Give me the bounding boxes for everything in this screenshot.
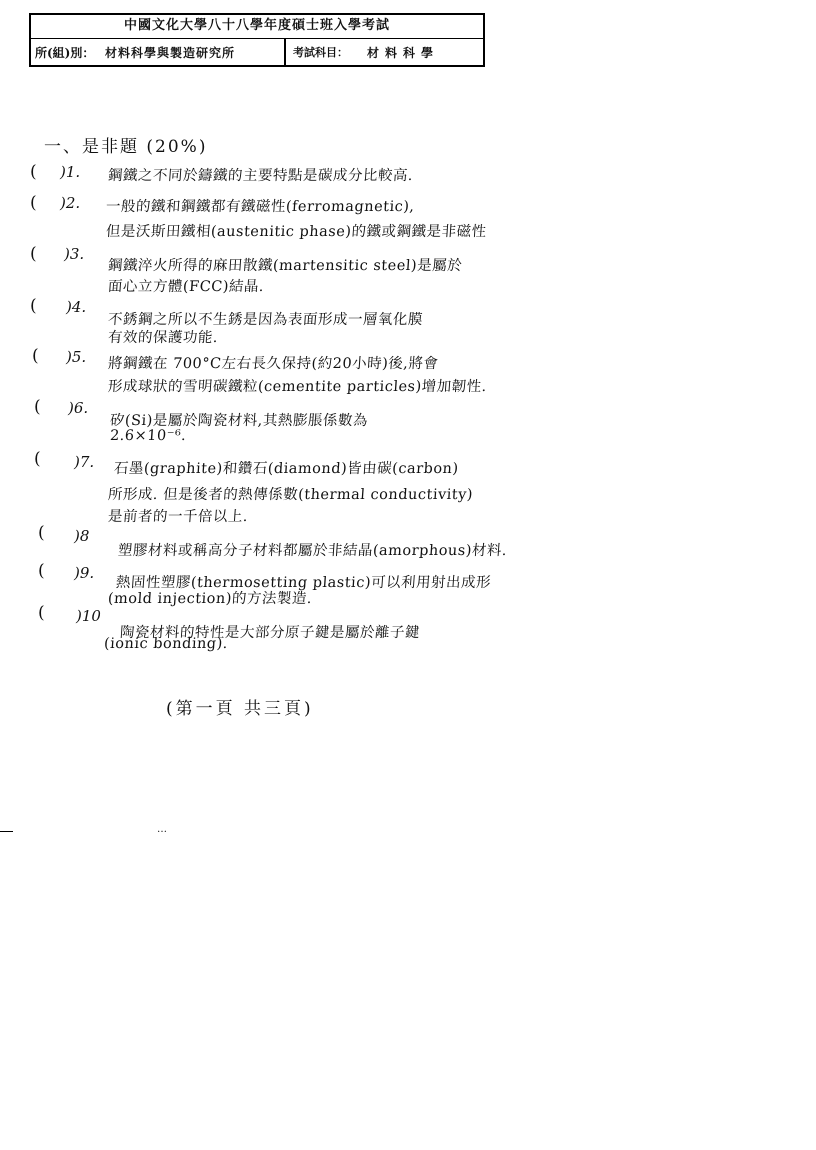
header-divider: [284, 39, 286, 67]
question-text: 塑膠材料或稱高分子材料都屬於非結晶(amorphous)材料.: [117, 543, 508, 559]
question-number: )3.: [64, 245, 85, 263]
exam-header-table: [29, 13, 485, 67]
question-text: 將鋼鐵在 700°C左右長久保持(約20小時)後,將會: [107, 356, 439, 372]
answer-paren: (: [30, 162, 37, 182]
question-text: 鋼鐵之不同於鑄鐵的主要特點是碳成分比較高.: [107, 168, 414, 184]
question-text: 所形成. 但是後者的熱傳係數(thermal conductivity): [107, 487, 474, 503]
section-title: 一、是非題 (20%): [44, 137, 208, 157]
question-text: 是前者的一千倍以上.: [107, 509, 249, 525]
question-number: )2.: [60, 194, 81, 212]
question-text: 面心立方體(FCC)結晶.: [107, 279, 265, 295]
scan-mark: [0, 831, 13, 832]
question-number: )9.: [74, 564, 95, 582]
question-text: 石墨(graphite)和鑽石(diamond)皆由碳(carbon): [113, 461, 460, 477]
question-number: )10: [76, 607, 101, 625]
question-text: 鋼鐵淬火所得的麻田散鐵(martensitic steel)是屬於: [107, 258, 463, 274]
answer-paren: (: [32, 346, 39, 366]
question-text: 熱固性塑膠(thermosetting plastic)可以利用射出成形: [115, 575, 492, 591]
question-text: 2.6×10⁻⁶.: [109, 428, 187, 444]
question-text: 陶瓷材料的特性是大部分原子鍵是屬於離子鍵: [119, 625, 421, 641]
question-text: 一般的鐵和鋼鐵都有鐵磁性(ferromagnetic),: [105, 199, 416, 215]
answer-paren: (: [30, 193, 37, 213]
question-text: (ionic bonding).: [103, 636, 229, 652]
answer-paren: (: [34, 449, 41, 469]
answer-paren: (: [38, 603, 45, 623]
answer-paren: (: [38, 561, 45, 581]
question-text: 但是沃斯田鐵相(austenitic phase)的鐵或鋼鐵是非磁性: [105, 224, 488, 240]
department-label: 所(組)別：: [35, 46, 95, 60]
question-text: 形成球狀的雪明碳鐵粒(cementite particles)增加韌性.: [107, 379, 488, 395]
question-number: )1.: [60, 163, 81, 181]
page-number: (第一頁 共三頁): [166, 699, 314, 719]
question-number: )8: [74, 527, 90, 545]
exam-info-row: [31, 39, 483, 67]
question-number: )6.: [68, 399, 89, 417]
question-number: )4.: [66, 298, 87, 316]
answer-paren: (: [30, 296, 37, 316]
question-text: (mold injection)的方法製造.: [107, 591, 313, 607]
question-text: 有效的保護功能.: [107, 330, 219, 346]
answer-paren: (: [30, 244, 37, 264]
question-text: 矽(Si)是屬於陶瓷材料,其熱膨脹係數為: [109, 413, 369, 429]
question-text: 不銹鋼之所以不生銹是因為表面形成一層氧化膜: [107, 312, 424, 328]
question-number: )5.: [66, 348, 87, 366]
subject-label: 考試科目：: [293, 46, 348, 59]
scan-mark: …: [157, 824, 167, 835]
exam-title: 中國文化大學八十八學年度碩士班入學考試: [31, 15, 483, 39]
answer-paren: (: [38, 523, 45, 543]
department-value: 材料科學與製造研究所: [105, 46, 236, 60]
subject-value: 材料科學: [367, 46, 440, 60]
answer-paren: (: [34, 397, 41, 417]
question-number: )7.: [74, 453, 95, 471]
